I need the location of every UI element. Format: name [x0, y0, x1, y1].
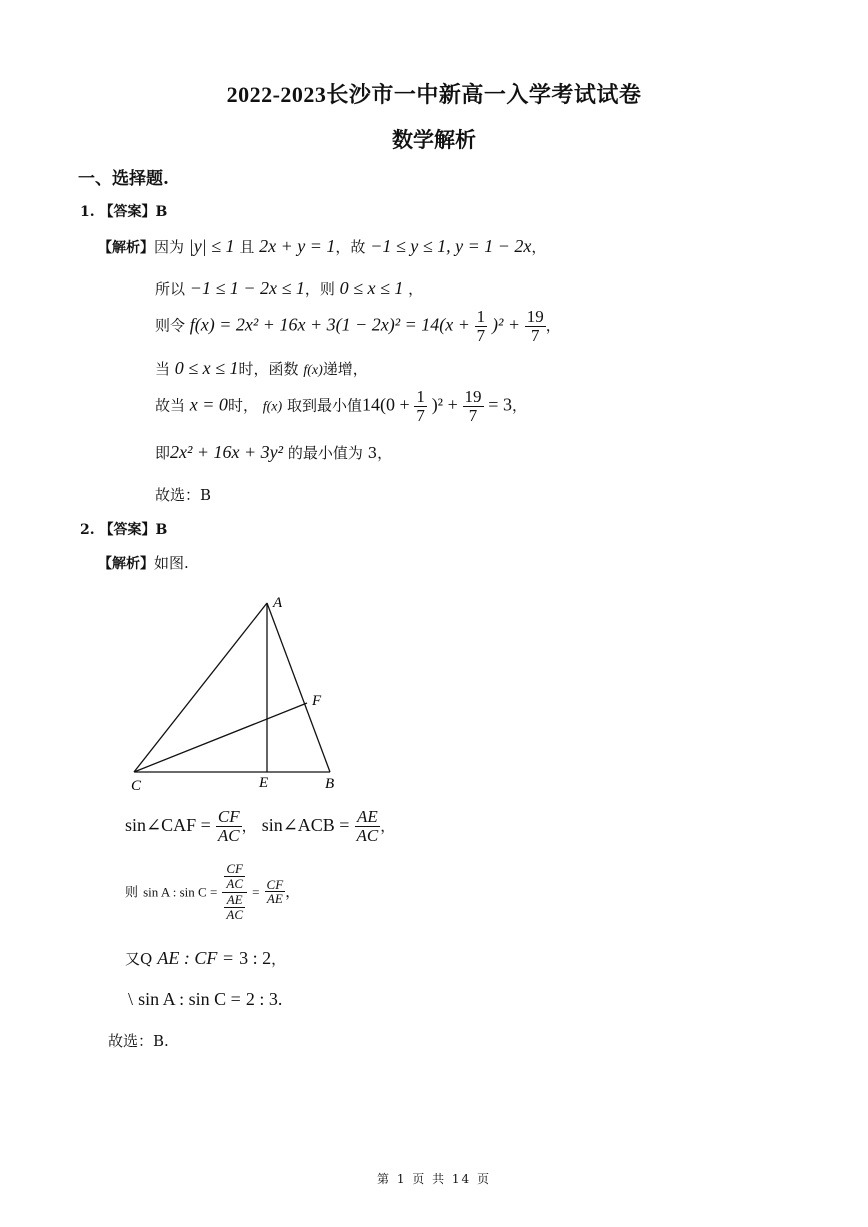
math: |y| ≤ 1	[188, 236, 235, 256]
q1-conclusion: 故选：B	[155, 486, 212, 504]
numerator: CF	[226, 861, 243, 876]
page-subtitle: 数学解析	[392, 127, 476, 152]
math: −1 ≤ 1 − 2x ≤ 1	[189, 278, 305, 298]
numerator: 1	[476, 307, 486, 326]
answer-tag: 【答案】B	[99, 204, 168, 220]
text: 当	[155, 360, 171, 378]
math: sin A : sin C =	[138, 989, 241, 1009]
denominator: AC	[226, 875, 243, 891]
q1-analysis-line1	[98, 236, 546, 257]
text: 且	[239, 238, 255, 256]
math: \	[128, 989, 134, 1009]
text: 则令	[155, 316, 186, 335]
denominator: AC	[356, 825, 379, 845]
question-2	[80, 519, 167, 539]
question-1	[80, 201, 167, 221]
label-a: A	[273, 595, 283, 611]
text: ，	[271, 950, 287, 968]
text: 取到最小值	[286, 396, 362, 415]
analysis-tag: 【解析】	[98, 556, 154, 572]
text: 所以	[155, 280, 186, 298]
math: 0 ≤ x ≤ 1	[174, 358, 239, 378]
math: 2x + y = 1	[259, 236, 336, 256]
text: ，则	[304, 280, 335, 298]
q2-analysis-line1	[98, 552, 189, 573]
fraction	[224, 893, 245, 921]
math: = 3	[488, 394, 512, 415]
denominator: 7	[476, 325, 486, 345]
q2-eq2	[125, 862, 300, 922]
text: 时，函数	[238, 360, 299, 378]
text: 则	[125, 885, 139, 901]
text: ，	[408, 280, 424, 298]
denominator	[222, 893, 247, 921]
fraction	[414, 388, 427, 425]
math: )² +	[491, 314, 520, 335]
math: sin A : sin C =	[143, 884, 218, 900]
numerator: AE	[355, 808, 381, 827]
side-ab	[267, 603, 330, 772]
analysis-tag: 【解析】	[98, 240, 154, 256]
denominator: AC	[226, 906, 243, 922]
triangle-figure	[120, 585, 360, 800]
text: 如图.	[154, 554, 189, 572]
label-b: B	[325, 776, 335, 792]
page-title: 2022-2023长沙市一中新高一入学考试试卷	[226, 82, 642, 107]
numerator: 19	[526, 307, 544, 326]
math: f(x)	[262, 399, 283, 415]
text: 的最小值为 3，	[287, 444, 393, 462]
text: 因为	[154, 238, 185, 256]
fraction	[475, 308, 488, 345]
text: ，	[285, 882, 301, 901]
numerator: CF	[266, 876, 284, 892]
text: ，	[531, 238, 547, 256]
text: 故当	[155, 396, 186, 415]
math: f(x) = 2x² + 16x + 3(1 − 2x)² = 14(x +	[189, 314, 470, 335]
segment-cf	[134, 703, 307, 772]
fraction	[265, 878, 286, 906]
denominator: AC	[217, 825, 240, 845]
text: ，故	[335, 238, 366, 256]
math: −1 ≤ y ≤ 1, y = 1 − 2x	[370, 236, 532, 256]
text: ，	[545, 316, 561, 335]
text: ，	[511, 396, 527, 415]
math: .	[277, 989, 283, 1009]
denominator: 7	[416, 405, 425, 425]
page-footer: 第 1 页 共 14 页	[377, 1172, 491, 1186]
numerator	[222, 862, 247, 893]
math: 14(0 +	[361, 394, 410, 415]
q2-eq1	[125, 808, 395, 845]
q1-analysis-line4	[155, 358, 368, 379]
math: 2x² + 16x + 3y²	[170, 442, 284, 462]
section-heading: 一、选择题.	[78, 169, 169, 189]
text: 递增，	[322, 360, 368, 378]
fraction	[224, 862, 245, 892]
answer-tag: 【答案】B	[99, 522, 168, 538]
numerator: 19	[464, 387, 482, 406]
question-number: 1.	[80, 204, 95, 220]
math: 0 ≤ x ≤ 1	[339, 278, 404, 298]
numerator: CF	[217, 807, 240, 826]
text: ，	[380, 816, 396, 835]
fraction	[463, 388, 484, 425]
numerator: AE	[224, 893, 245, 908]
math: f(x)	[303, 363, 323, 378]
side-ac	[134, 603, 267, 772]
math: )² +	[431, 394, 458, 415]
denominator: 7	[468, 405, 478, 425]
q1-analysis-line3	[155, 308, 561, 345]
math: x = 0	[189, 394, 228, 415]
q2-eq3	[125, 948, 286, 969]
q1-analysis-line2	[155, 278, 423, 299]
text: 又Q	[125, 950, 153, 968]
q2-conclusion: 故选：B.	[108, 1032, 169, 1050]
math: 2 : 3	[245, 989, 278, 1009]
math: AE : CF =	[157, 948, 235, 968]
q1-analysis-line6	[155, 442, 392, 463]
label-f: F	[312, 693, 322, 709]
math: sin∠ACB =	[261, 814, 350, 835]
denominator: AE	[266, 891, 283, 907]
math: 3 : 2	[239, 948, 272, 968]
math: sin∠CAF =	[125, 814, 211, 835]
text: ，	[241, 816, 257, 835]
q1-analysis-line5	[155, 388, 527, 425]
q2-eq4	[128, 989, 282, 1010]
label-e: E	[259, 775, 269, 791]
compound-fraction	[222, 862, 247, 922]
fraction	[216, 808, 242, 845]
numerator: 1	[416, 387, 425, 406]
text: 即	[155, 444, 171, 462]
question-number: 2.	[80, 522, 95, 538]
fraction	[525, 308, 546, 345]
denominator: 7	[531, 325, 540, 345]
label-c: C	[131, 778, 142, 794]
math: =	[252, 884, 260, 900]
fraction	[355, 808, 381, 845]
text: 时，	[227, 396, 258, 415]
